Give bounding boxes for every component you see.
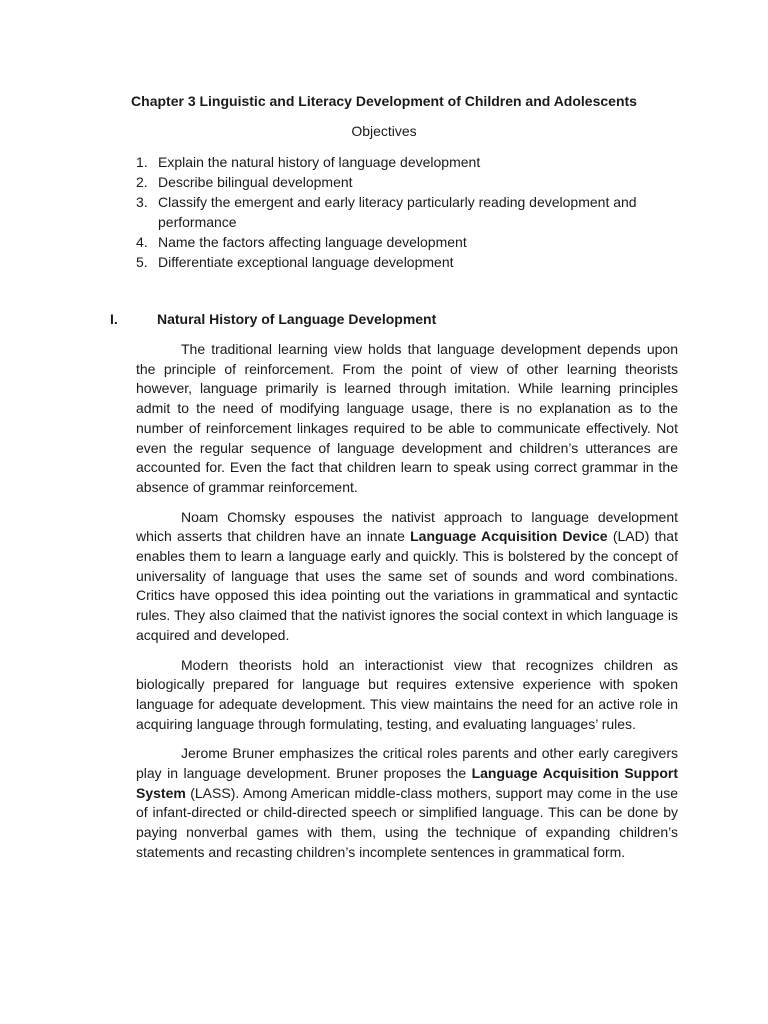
term-lad: Language Acquisition Device (410, 528, 608, 545)
paragraph-text: Modern theorists hold an interactionist view that recognizes children as biologically prepared for language but requires extensive experience with spoken language for adequate development. This view maintains the need for an active role in acquiring language through formulating, testing, and evaluating languages’ rules. (136, 656, 678, 732)
section-number: I. (110, 311, 118, 327)
section-heading (110, 311, 670, 327)
objective-item (136, 252, 681, 272)
objective-item (136, 232, 681, 252)
objective-number: 5. (136, 254, 148, 270)
paragraph-text: Noam Chomsky espouses the nativist approach to language development which asserts that children have an innate (136, 508, 678, 545)
paragraph-text: The traditional learning view holds that language development depends upon the principle of reinforcement. From the point of view of other learning theorists however, language primarily is learned through imitation. While learning principles admit to the need of modifying language usage, there is no explanation as to the number of reinforcement linkages required to be able to communicate effectively. Not even the regular sequence of language development and children’s utterances are accounted for. Even the fact that children learn to speak using correct grammar in the absence of grammar reinforcement. (136, 341, 678, 495)
objectives-list (136, 152, 681, 272)
term-lass: Language Acquisition Support System (136, 765, 678, 801)
objective-text: Name the factors affecting language development (158, 234, 467, 250)
paragraph-text: (LASS). Among American middle-class mothers, support may come in the use of infant-directed or child-directed speech or simplified language. This can be done by paying nonverbal games with them, using the technique of expanding children’s statements and recasting children’s incomplete sentences in grammatical form. (136, 784, 678, 860)
objective-item (136, 192, 681, 232)
paragraph-text: (LAD) that enables them to learn a language early and quickly. This is bolstered by the concept of universality of language that uses the same set of sounds and word combinations. Critics have opposed this idea pointing out the variations in grammatical and syntactic rules. They also claimed that the nativist ignores the social context in which language is acquired and developed. (136, 528, 678, 643)
objective-item (136, 172, 681, 192)
objective-text: Explain the natural history of language development (158, 154, 481, 170)
objectives-heading: Objectives (351, 123, 417, 139)
section-title: Natural History of Language Development (157, 311, 437, 327)
objective-text: Describe bilingual development (158, 174, 353, 190)
objective-text: Differentiate exceptional language development (158, 254, 454, 270)
objective-number: 2. (136, 174, 148, 190)
paragraph-traditional-learning (136, 340, 678, 498)
chapter-title: Chapter 3 Linguistic and Literacy Development of Children and Adolescents (131, 93, 637, 109)
objective-number: 3. (136, 194, 148, 210)
paragraph-interactionist (136, 656, 678, 735)
objective-number: 1. (136, 154, 148, 170)
objective-number: 4. (136, 234, 148, 250)
objective-item (136, 152, 681, 172)
paragraph-text: Jerome Bruner emphasizes the critical roles parents and other early caregivers play in language development. Bruner proposes the (136, 745, 678, 782)
section-body (136, 340, 678, 873)
paragraph-chomsky (136, 508, 678, 646)
objective-text: Classify the emergent and early literacy particularly reading development and performance (158, 194, 637, 230)
paragraph-bruner (136, 744, 678, 862)
